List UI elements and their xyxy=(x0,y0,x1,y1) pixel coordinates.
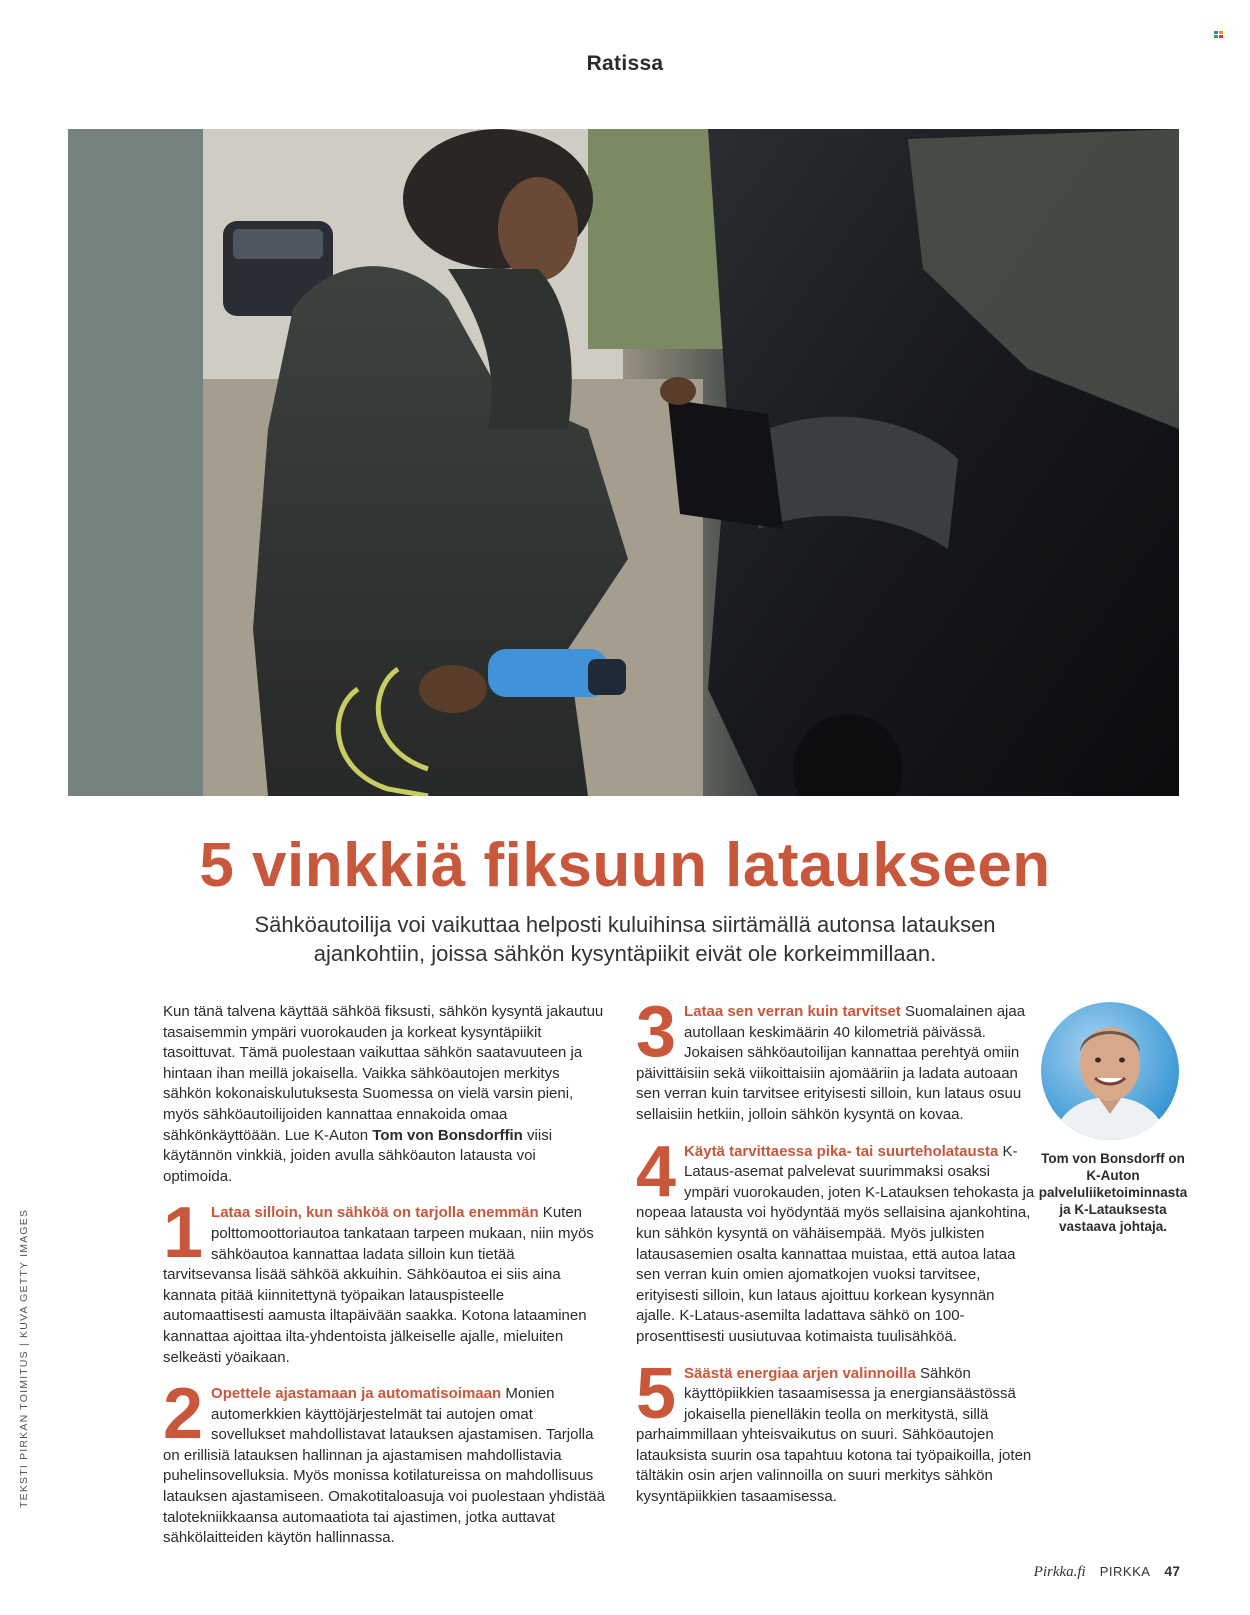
article-column-left xyxy=(163,1002,605,1549)
page-number: 47 xyxy=(1164,1563,1180,1579)
tip-number: 1 xyxy=(163,1193,204,1274)
tip-3 xyxy=(636,992,1036,1126)
tip-body: Sähkön käyttöpiikkien tasaamisessa ja energiansäästössä jokaisella pienelläkin teolla on merkitystä, sillä parhaimmillaan yhteisvaikutus on suuri. Sähköautojen latauksista suurin osa tapahtuu kotona tai työpaikoilla, joten tältäkin osin arjen valinnoilla on suuri merkitys sähkön kysyntäpiikkien tasaamisessa. xyxy=(636,1364,1032,1506)
tip-body: Monien automerkkien käyttöjärjestelmät tai autojen omat sovellukset mahdollistavat latauksen ajastamisen. Tarjolla on erillisiä latauksen hallinnan ja ajastamisen mahdollistavia puhelinsovelluksia. Myös monissa kotilatureissa on mahdollisuus latauksen ajastamiseen. Omakotitaloasuja voi puolestaan yhdistää talotekniikkaansa automaatiota tai ajastimen, jotka auttavat sähkölaitteiden käytön hallinnassa. xyxy=(163,1385,605,1547)
section-label: Ratissa xyxy=(586,52,664,75)
lead-paragraph: Sähköautoilija voi vaikuttaa helposti kuluihinsa siirtämällä autonsa latauksen ajankohtiin, joissa sähkön kysyntäpiikit eivät ole korkeimmillaan. xyxy=(254,912,996,966)
intro-person-name: Tom von Bonsdorffin xyxy=(372,1126,523,1144)
article-column-right xyxy=(636,992,1036,1508)
page-footer xyxy=(1034,1563,1180,1581)
headline: 5 vinkkiä fiksuun lataukseen xyxy=(199,831,1051,900)
tip-number: 2 xyxy=(163,1374,204,1455)
tip-body: Suomalainen ajaa autollaan keskimäärin 40 kilometriä päivässä. Jokaisen sähköautoilijan kannattaa perehtyä omiin päivittäisiin sekä viikoittaisiin ajomääriin ja ladata autoaan sen verran kuin tarvitsee erityisesti silloin, kun lataus osuu sellaisiin hetkiin, jolloin sähkön kysyntä on kovaa. xyxy=(636,1003,1026,1123)
intro-paragraph: Kun tänä talvena käyttää sähköä fiksusti, sähkön kysyntä jakautuu tasaisemmin ympäri vuorokauden ja korkeat kysyntäpiikit tasoittuvat. Tämä puolestaan vaikuttaa sähkön saatavuuteen ja hintaan ihan meillä jokaisella. Vaikka sähköautojen merkitys sähkön kokonaiskulutuksesta Suomessa on vielä varsin pieni, myös sähköautoilijoiden kannattaa ennakoida omaa sähkönkäyttöään. Lue K-Auton Tom von Bonsdorffin viisi käytännön vinkkiä, joiden avulla sähköauton latausta voi optimoida. xyxy=(163,1003,604,1185)
tip-title: Lataa sen verran kuin tarvitset xyxy=(684,1003,901,1020)
tip-body: Kuten polttomoottoriautoa tankataan tarpeen mukaan, niin myös sähköautoa kannattaa ladata silloin kun tietää tarvitsevansa lisää sähköä akkuihin. Sähköautoa ei siis aina kannata pitää kiinnitettynä työpaikan latauspisteelle automaattisesti aamusta iltapäivään saakka. Kotona lataaminen kannattaa ajoittaa ilta-yhdentoista jälkeiselle ajalle, mieluiten selkeästi yöaikaan. xyxy=(163,1204,594,1366)
tip-title: Käytä tarvittaessa pika- tai suurteholatausta xyxy=(684,1142,999,1160)
tip-number: 5 xyxy=(636,1353,677,1434)
portrait-caption: Tom von Bonsdorff on K-Auton palveluliiketoiminnasta ja K-Latauksesta vastaava johtaja. xyxy=(1038,1151,1188,1234)
photo-credit: TEKSTI PIRKAN TOIMITUS | KUVA GETTY IMAGES xyxy=(18,1208,30,1508)
tip-4 xyxy=(636,1131,1036,1348)
footer-magazine: PIRKKA xyxy=(1099,1564,1151,1579)
tip-title: Opettele ajastamaan ja automatisoimaan xyxy=(211,1385,502,1403)
tip-title: Lataa silloin, kun sähköä on tarjolla enemmän xyxy=(211,1204,539,1222)
footer-site: Pirkka.fi xyxy=(1033,1564,1086,1580)
portrait-photo xyxy=(1041,1002,1179,1140)
tip-number: 4 xyxy=(636,1131,677,1212)
tip-2 xyxy=(163,1374,605,1549)
tip-5 xyxy=(636,1353,1036,1508)
tip-body: K-Lataus-asemat palvelevat suurimmaksi osaksi ympäri vuorokauden, joten K-Latauksen tehokasta ja nopeaa latausta voi hyödyntää myös sellaisina ajankohtina, kun sähkön kysyntä on vähäisempää. Myös julkisten latausasemien osalta kannattaa muistaa, että autoa lataa sen verran kuin omien ajomatkojen vuoksi tarvitsee, erityisesti silloin, kun lataus ajoittuu korkean kysynnän ajalle. K-Lataus-asemilta ladattava sähkö on 100-prosenttisesti uusiutuvaa kotimaista tuulisähköä. xyxy=(636,1142,1035,1345)
tip-title: Säästä energiaa arjen valinnoilla xyxy=(684,1364,916,1382)
tip-1 xyxy=(163,1193,605,1368)
hero-photo-illustration xyxy=(68,129,1179,796)
tip-number: 3 xyxy=(636,992,677,1072)
hero-photo xyxy=(68,129,1179,796)
corner-color-mark xyxy=(1214,31,1224,39)
